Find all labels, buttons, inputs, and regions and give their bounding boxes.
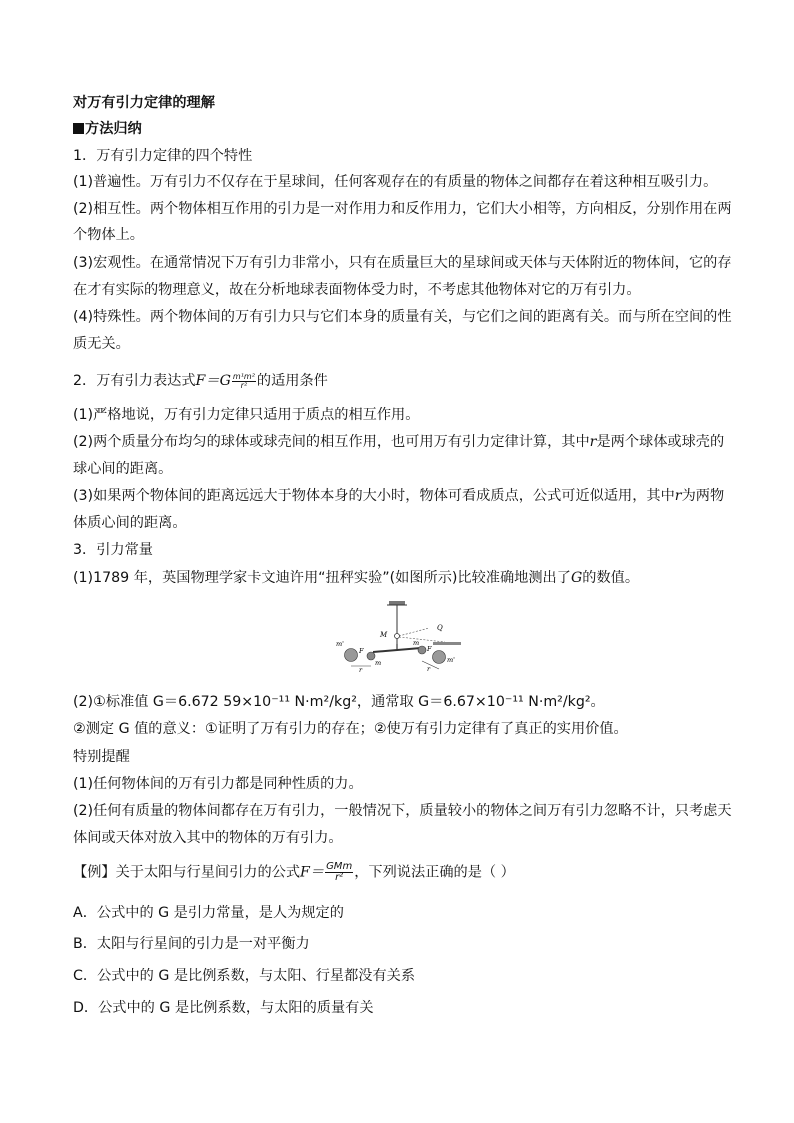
- p1-line: 个物体上。: [73, 227, 144, 243]
- small-ball-left: [367, 652, 375, 660]
- p1-line: (2)相互性。两个物体相互作用的引力是一对作用力和反作用力，它们大小相等，方向相反，分别作用在两: [73, 201, 732, 217]
- example-question: 【例】关于太阳与行星间引力的公式F＝ $\frac{\text{GMm}}{\text{r²}}$ ，下列说法正确的是（ ）: [73, 861, 515, 883]
- label-m-left: m: [375, 659, 382, 667]
- p1-line: (3)宏观性。在通常情况下万有引力非常小，只有在质量巨大的星球间或天体与天体附近的物体间，它的存: [73, 255, 732, 271]
- p2-line: 球心间的距离。: [73, 461, 173, 477]
- label-m-prime-left: m': [336, 640, 344, 648]
- note-line: 体间或天体对放入其中的物体的万有引力。: [73, 830, 343, 846]
- label-F-right: F: [427, 645, 432, 653]
- section-heading: 方法归纳: [73, 119, 142, 139]
- label-m-prime-right: m': [447, 656, 455, 664]
- label-r-right: r: [427, 665, 431, 673]
- p1-heading: 1．万有引力定律的四个特性: [73, 148, 253, 164]
- large-ball-left: [345, 649, 358, 662]
- light-ray-reflected: [399, 637, 445, 642]
- option-c: C．公式中的 G 是比例系数，与太阳、行星都没有关系: [73, 968, 416, 984]
- example-formula-fraction: $\frac{\text{GMm}}{\text{r²}}$: [326, 861, 353, 883]
- ceiling-mount: [389, 601, 405, 605]
- large-ball-right: [433, 651, 446, 664]
- p2-heading: 2．万有引力表达式F＝G $\frac{\text{m¹m²}}{\text{r²}}$ 的适用条件: [73, 371, 328, 390]
- mirror-M: [395, 634, 400, 639]
- torsion-balance-figure: [333, 599, 463, 675]
- light-ray: [399, 628, 429, 636]
- label-M: M: [380, 631, 388, 639]
- scale: [433, 642, 461, 645]
- p1-line: 质无关。: [73, 336, 130, 352]
- p2-line: 体质心间的距离。: [73, 515, 187, 531]
- p2-line: (1)严格地说，万有引力定律只适用于质点的相互作用。: [73, 407, 420, 423]
- label-m-right: m: [413, 639, 420, 647]
- label-r-left: r: [359, 666, 363, 674]
- option-d: D．公式中的 G 是比例系数，与太阳的质量有关: [73, 1000, 374, 1016]
- page-title: 对万有引力定律的理解: [73, 95, 215, 111]
- p2-line: (3)如果两个物体间的距离远远大于物体本身的大小时，物体可看成质点，公式可近似适用，其中r为两物: [73, 488, 725, 504]
- square-bullet-icon: [73, 123, 84, 134]
- p3-heading: 3．引力常量: [73, 542, 153, 558]
- small-ball-right: [418, 646, 426, 654]
- note-heading: 特别提醒: [73, 749, 130, 765]
- p3-line: (2)①标准值 G＝6.672 59×10⁻¹¹ N·m²/kg²，通常取 G＝6.67×10⁻¹¹ N·m²/kg²。: [73, 694, 605, 710]
- p3-line: (1)1789 年，英国物理学家卡文迪许用“扭秤实验”(如图所示)比较准确地测出了G的数值。: [73, 570, 640, 586]
- p1-line: (4)特殊性。两个物体间的万有引力只与它们本身的质量有关，与它们之间的距离有关。而与所在空间的性: [73, 309, 732, 325]
- p1-line: 在才有实际的物理意义，故在分析地球表面物体受力时，不考虑其他物体对它的万有引力。: [73, 282, 641, 298]
- p2-line: (2)两个质量分布均匀的球体或球壳间的相互作用，也可用万有引力定律计算，其中r是两个球体或球壳的: [73, 434, 725, 450]
- label-F-left: F: [359, 647, 364, 655]
- p3-line: ②测定 G 值的意义：①证明了万有引力的存在；②使万有引力定律有了真正的实用价值。: [73, 721, 628, 737]
- note-line: (2)任何有质量的物体间都存在万有引力，一般情况下，质量较小的物体之间万有引力忽略不计，只考虑天: [73, 803, 732, 819]
- formula-lhs: F＝G: [195, 373, 231, 389]
- label-Q: Q: [437, 624, 443, 632]
- note-line: (1)任何物体间的万有引力都是同种性质的力。: [73, 776, 363, 792]
- option-b: B．太阳与行星间的引力是一对平衡力: [73, 936, 310, 952]
- formula-fraction: $\frac{\text{m¹m²}}{\text{r²}}$: [232, 371, 255, 390]
- option-a: A．公式中的 G 是引力常量，是人为规定的: [73, 905, 344, 921]
- p1-line: (1)普遍性。万有引力不仅存在于星球间，任何客观存在的有质量的物体之间都存在着这种相互吸引力。: [73, 174, 718, 190]
